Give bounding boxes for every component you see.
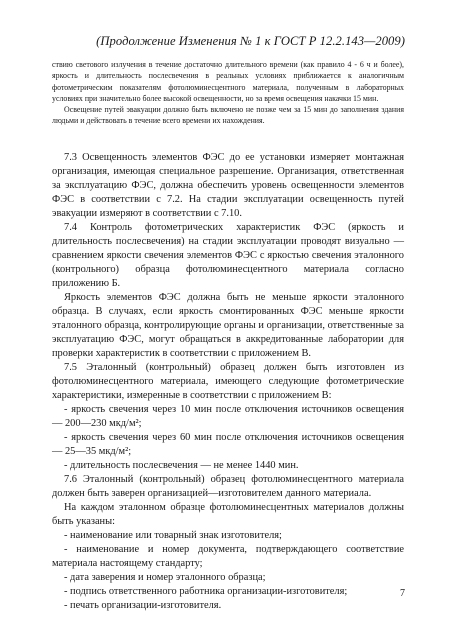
list-item: - длительность послесвечения — не менее 1440 мин. [64,460,299,471]
brightness-requirement-paragraph: Яркость элементов ФЭС должна быть не меньше яркости эталонного образца. В случаях, если яркость смонтированных ФЭС меньше яркости эталонного образца, контролирующие органы и организации, ответственные за эксплуатацию ФЭС, могут обращаться в аккредитованные лаборатории для проверки характеристик в соответствии с приложением В. [52,292,404,359]
list-item: - наименование или товарный знак изготовителя; [64,530,282,541]
clause-7-3: 7.3 Освещенность элементов ФЭС до ее установки измеряет монтажная организация, имеющая специальное разрешение. Организация, ответственная за эксплуатацию ФЭС, должна обеспечить уровень освещенности элементов ФЭС в соответствии с 7.2. На стадии эксплуатации освещенность путей эвакуации измеряют в соответствии с 7.10. [52,152,404,219]
list-item: - печать организации-изготовителя. [64,600,222,611]
clause-7-6: 7.6 Эталонный (контрольный) образец фотолюминесцентного материала должен быть заверен организацией—изготовителем данного материала. [52,474,404,499]
list-item: - дата заверения и номер эталонного образца; [64,572,266,583]
intro-section [52,59,404,127]
list-item: - подпись ответственного работника организации-изготовителя; [64,586,348,597]
page-header: (Продолжение Изменения № 1 к ГОСТ Р 12.2.143—2009) [96,34,405,48]
list-item: - яркость свечения через 60 мин после отключения источников освещения — 25—35 мкд/м²; [52,432,404,457]
main-section [52,151,404,613]
page-number: 7 [400,588,405,599]
list-item: - яркость свечения через 10 мин после отключения источников освещения — 200—230 мкд/м²; [52,404,404,429]
intro-paragraph-1: ствию светового излучения в течение достаточно длительного времени (как правило 4 - 6 ч и более), яркость и длительность послесвечения в реальных условиях приближается к аналогичным фотометрическим показателям фотолюминесцентного материала, полученным в лабораторных условиях при значительно более высокой освещенности, но за время освещения накачки 15 мин. [52,60,404,103]
list-item: - наименование и номер документа, подтверждающего соответствие материала настоящему стандарту; [52,544,404,569]
characteristics-list [52,403,404,473]
clause-7-5: 7.5 Эталонный (контрольный) образец должен быть изготовлен из фотолюминесцентного материала, имеющего следующие фотометрические характеристики, измеренные в соответствии с приложением В: [52,362,404,401]
marking-intro-paragraph: На каждом эталонном образце фотолюминесцентных материалов должны быть указаны: [52,502,404,527]
clause-7-4: 7.4 Контроль фотометрических характеристик ФЭС (яркость и длительность послесвечения) на стадии эксплуатации проводят визуально — сравнением яркости свечения элементов ФЭС с яркостью свечения эталонного (контрольного) образца фотолюминесцентного материала согласно приложению Б. [52,222,404,289]
intro-paragraph-2: Освещение путей эвакуации должно быть включено не позже чем за 15 мин до заполнения здания людьми и действовать в течение всего времени их нахождения. [52,105,404,126]
marking-list [52,529,404,613]
